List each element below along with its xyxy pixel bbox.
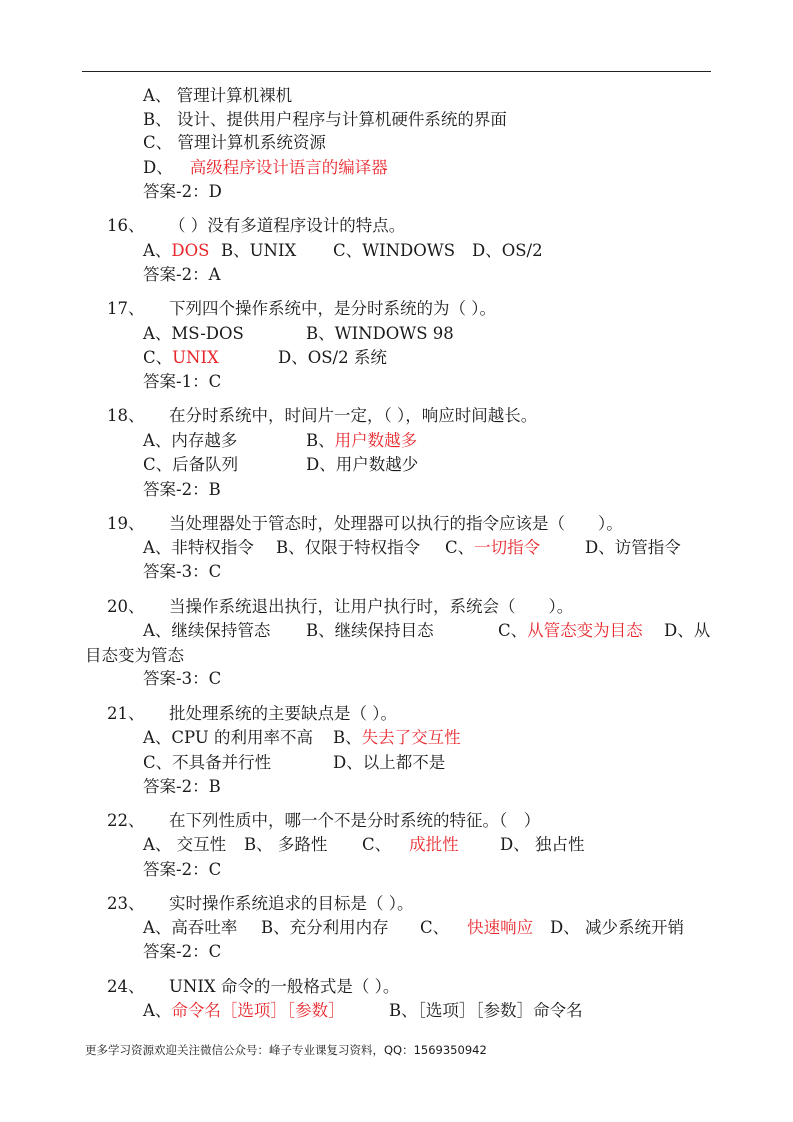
q21-question: 批处理系统的主要缺点是（ ）。 bbox=[169, 704, 397, 723]
q16-option-a-prefix: A、 bbox=[143, 241, 172, 260]
q19-option-c-prefix: C、 bbox=[445, 538, 475, 557]
q17-answer: 答案-1：C bbox=[143, 372, 222, 391]
q22-answer: 答案-2：C bbox=[143, 860, 222, 879]
q23-option-c-highlight: 快速响应 bbox=[467, 918, 534, 937]
q23-option-c bbox=[420, 917, 533, 939]
q19-option-c-highlight: 一切指令 bbox=[474, 538, 541, 557]
q18-option-b-prefix: B、 bbox=[306, 431, 335, 450]
q24-option-a-highlight: 命令名［选项］［参数］ bbox=[171, 1001, 345, 1020]
q23-option-a: A、高吞吐率 bbox=[143, 918, 238, 937]
q16-option-a-highlight: DOS bbox=[171, 241, 210, 260]
q21-option-a: A、CPU 的利用率不高 bbox=[143, 728, 314, 747]
q19-question: 当处理器处于管态时，处理器可以执行的指令应该是（ ）。 bbox=[169, 514, 623, 533]
q17-number: 17、 bbox=[107, 299, 145, 318]
q19-option-c bbox=[445, 537, 540, 559]
q20-option-b: B、继续保持目态 bbox=[306, 621, 434, 640]
q22-option-b: B、 多路性 bbox=[244, 835, 328, 854]
q20-number: 20、 bbox=[107, 597, 145, 616]
q20-answer: 答案-3：C bbox=[143, 669, 222, 688]
q15-option-b: B、 设计、提供用户程序与计算机硬件系统的界面 bbox=[143, 110, 507, 129]
q19-option-b: B、仅限于特权指令 bbox=[276, 538, 421, 557]
q23-option-c-prefix: C、 bbox=[420, 918, 450, 937]
q22-option-c-prefix: C、 bbox=[362, 835, 392, 854]
q19-number: 19、 bbox=[107, 514, 145, 533]
q22-option-c-highlight: 成批性 bbox=[409, 835, 459, 854]
q18-option-c: C、后备队列 bbox=[143, 455, 239, 474]
q24-option-a bbox=[143, 1000, 345, 1022]
q24-option-b: B、［选项］［参数］命令名 bbox=[389, 1001, 583, 1020]
q23-option-d: D、 减少系统开销 bbox=[550, 918, 684, 937]
q16-option-b: B、UNIX bbox=[221, 241, 297, 260]
q19-option-a: A、非特权指令 bbox=[143, 538, 254, 557]
q20-question: 当操作系统退出执行，让用户执行时，系统会（ ）。 bbox=[169, 597, 574, 616]
q21-option-c: C、不具备并行性 bbox=[143, 753, 272, 772]
q22-question: 在下列性质中，哪一个不是分时系统的特征。（ ） bbox=[169, 811, 541, 830]
q18-number: 18、 bbox=[107, 406, 145, 425]
header-rule bbox=[82, 71, 711, 72]
q20-option-d-wrap: 目态变为管态 bbox=[85, 646, 184, 665]
q21-option-b-prefix: B、 bbox=[333, 728, 362, 747]
q17-option-d: D、OS/2 系统 bbox=[278, 348, 387, 367]
q23-number: 23、 bbox=[107, 894, 145, 913]
q17-option-a: A、MS-DOS bbox=[143, 324, 244, 343]
q18-option-a: A、内存越多 bbox=[143, 431, 238, 450]
q15-option-d-prefix: D、 bbox=[143, 158, 173, 177]
q17-option-b: B、WINDOWS 98 bbox=[306, 324, 454, 343]
q20-option-c-prefix: C、 bbox=[498, 621, 528, 640]
q20-option-d-start: D、从 bbox=[664, 621, 711, 640]
q23-option-b: B、充分利用内存 bbox=[261, 918, 389, 937]
q20-option-a: A、继续保持管态 bbox=[143, 621, 271, 640]
q23-answer: 答案-2：C bbox=[143, 942, 222, 961]
q21-option-b bbox=[333, 727, 461, 749]
q24-number: 24、 bbox=[107, 977, 145, 996]
q21-option-b-highlight: 失去了交互性 bbox=[361, 728, 461, 747]
q15-option-c: C、 管理计算机系统资源 bbox=[143, 133, 326, 152]
q15-option-d-highlight: 高级程序设计语言的编译器 bbox=[189, 158, 388, 177]
q16-number: 16、 bbox=[107, 216, 145, 235]
q17-option-c-prefix: C、 bbox=[143, 348, 173, 367]
q23-question: 实时操作系统追求的目标是（ ）。 bbox=[169, 894, 414, 913]
q15-answer: 答案-2：D bbox=[143, 182, 222, 201]
q22-option-c bbox=[362, 834, 459, 856]
q16-option-d: D、OS/2 bbox=[472, 241, 543, 260]
q16-question: （ ）没有多道程序设计的特点。 bbox=[169, 216, 406, 235]
q17-option-c-highlight: UNIX bbox=[172, 348, 219, 367]
q22-number: 22、 bbox=[107, 811, 145, 830]
q22-option-d: D、 独占性 bbox=[500, 835, 585, 854]
q16-option-a bbox=[143, 240, 209, 262]
q16-option-c: C、WINDOWS bbox=[333, 241, 456, 260]
q19-option-d: D、访管指令 bbox=[585, 538, 681, 557]
q18-question: 在分时系统中，时间片一定，（ ），响应时间越长。 bbox=[169, 406, 538, 425]
q18-option-b-highlight: 用户数越多 bbox=[334, 431, 418, 450]
q22-option-a: A、 交互性 bbox=[143, 835, 227, 854]
q17-question: 下列四个操作系统中，是分时系统的为（ ）。 bbox=[169, 299, 496, 318]
page-footer: 更多学习资源欢迎关注微信公众号：峰子专业课复习资料，QQ：1569350942 bbox=[85, 1043, 487, 1057]
q24-question: UNIX 命令的一般格式是（ ）。 bbox=[169, 977, 400, 996]
q21-option-d: D、以上都不是 bbox=[333, 753, 446, 772]
q21-answer: 答案-2：B bbox=[143, 777, 221, 796]
q15-option-d bbox=[143, 157, 388, 179]
q20-option-c bbox=[498, 620, 643, 642]
q18-answer: 答案-2：B bbox=[143, 480, 221, 499]
q21-number: 21、 bbox=[107, 704, 145, 723]
q18-option-d: D、用户数越少 bbox=[306, 455, 419, 474]
q17-option-c bbox=[143, 347, 219, 369]
q15-option-a: A、 管理计算机裸机 bbox=[143, 86, 293, 105]
q16-answer: 答案-2：A bbox=[143, 265, 221, 284]
q24-option-a-prefix: A、 bbox=[143, 1001, 172, 1020]
q18-option-b bbox=[306, 430, 417, 452]
q20-option-c-highlight: 从管态变为目态 bbox=[527, 621, 643, 640]
q19-answer: 答案-3：C bbox=[143, 562, 222, 581]
